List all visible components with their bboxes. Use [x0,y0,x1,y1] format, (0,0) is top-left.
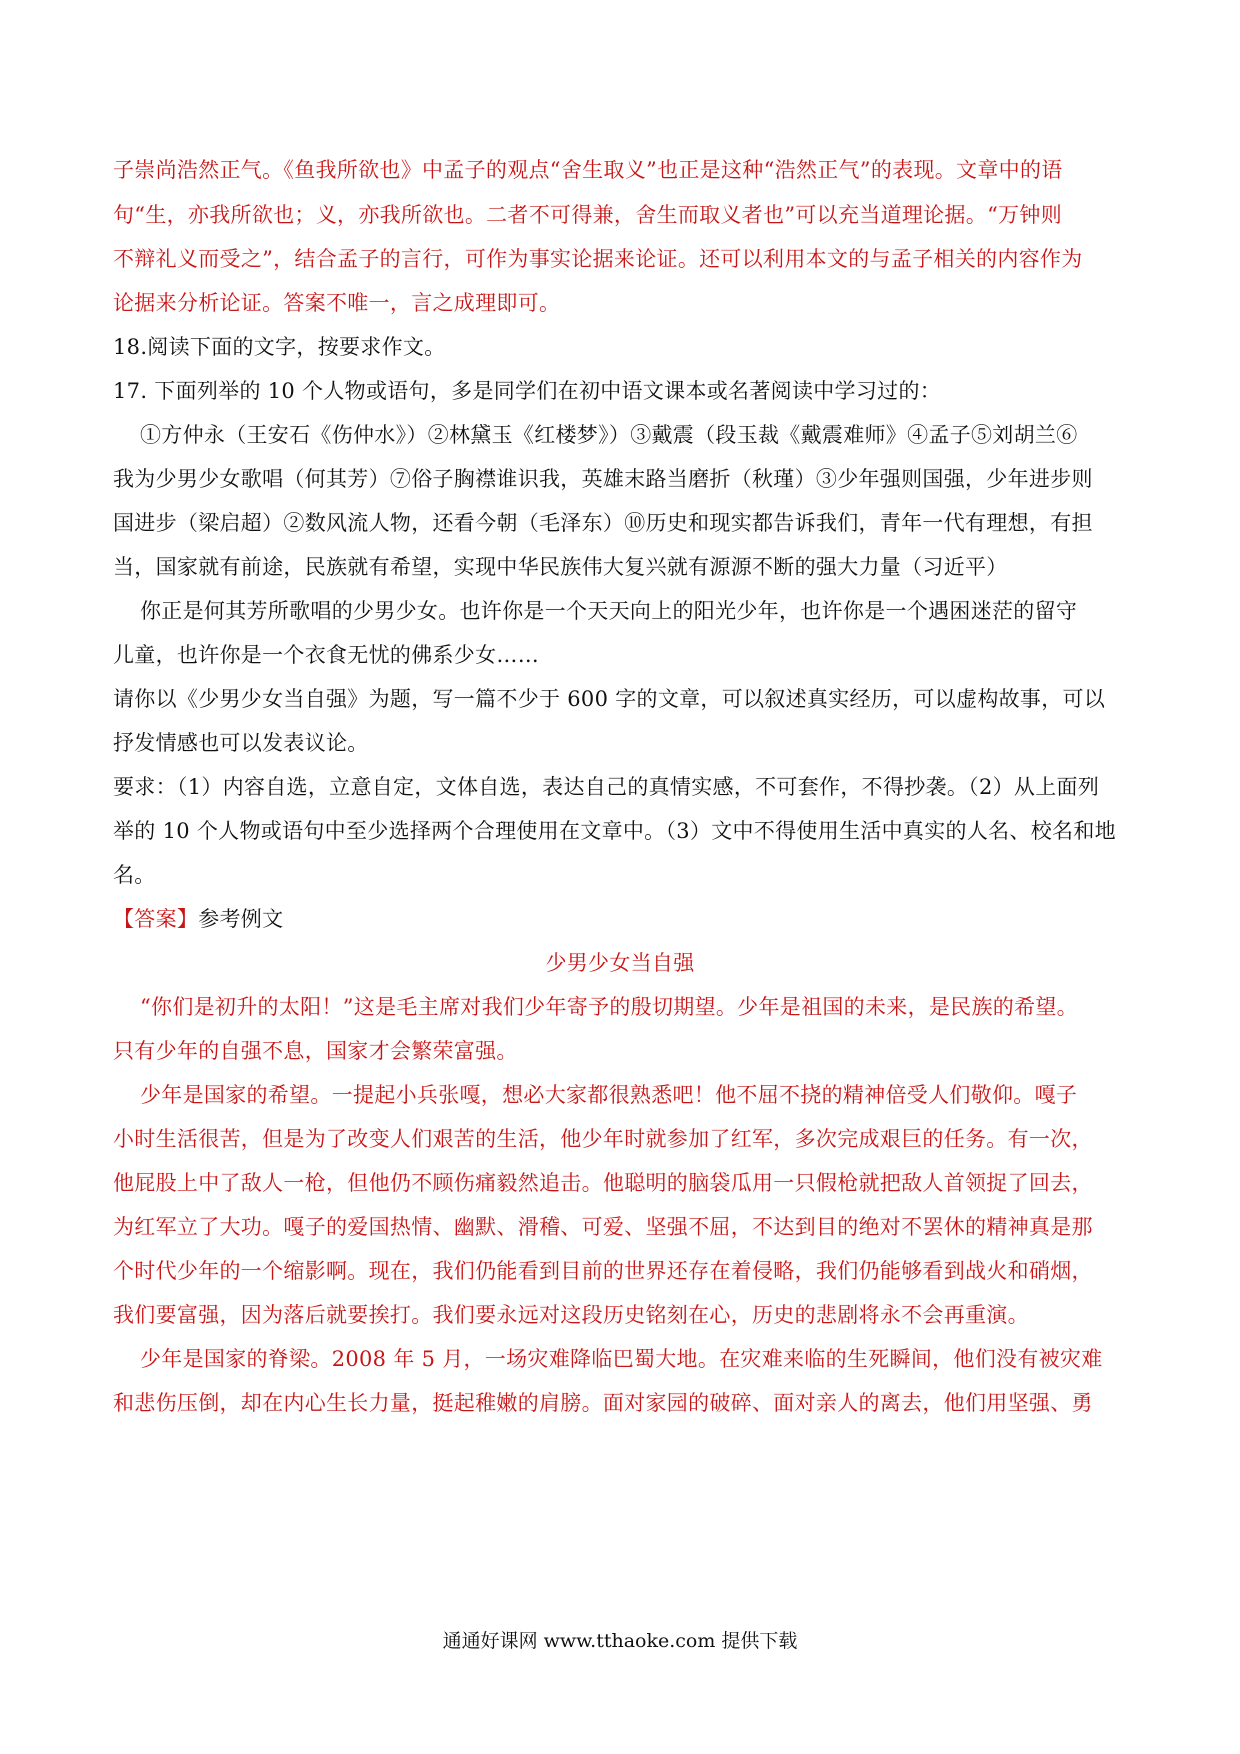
essay-line: 我们要富强，因为落后就要挨打。我们要永远对这段历史铭刻在心，历史的悲剧将永不会再重演。 [113,1303,1029,1327]
essay-line: 他屁股上中了敌人一枪，但他仍不顾伤痛毅然追击。他聪明的脑袋瓜用一只假枪就把敌人首领捉了回去， [113,1171,1093,1195]
text-line: 子崇尚浩然正气。《鱼我所欲也》中孟子的观点“舍生取义”也正是这种“浩然正气”的表现。文章中的语 [113,158,1063,182]
text-line: ①方仲永（王安石《伤仲水》）②林黛玉《红楼梦》）③戴震（段玉裁《戴震难师》④孟子⑤刘胡兰⑥ [140,423,1078,447]
essay-title: 少男少女当自强 [545,951,695,975]
question-17-intro: 17. 下面列举的 10 个人物或语句，多是同学们在初中语文课本或名著阅读中学习过的： [113,379,942,403]
essay-line: 和悲伤压倒，却在内心生长力量，挺起稚嫩的肩膀。面对家园的破碎、面对亲人的离去，他们用坚强、勇 [113,1391,1093,1415]
text-line: 你正是何其芳所歌唱的少男少女。也许你是一个天天向上的阳光少年，也许你是一个遇困迷茫的留守 [140,599,1078,623]
essay-line: “你们是初升的太阳！”这是毛主席对我们少年寄予的殷切期望。少年是祖国的未来，是民族的希望。 [140,995,1078,1019]
text-line: 句“生，亦我所欲也；义，亦我所欲也。二者不可得兼，舍生而取义者也”可以充当道理论据。“万钟则 [113,203,1063,227]
essay-line: 个时代少年的一个缩影啊。现在，我们仍能看到目前的世界还存在着侵略，我们仍能够看到战火和硝烟， [113,1259,1093,1283]
answer-label [113,904,283,934]
essay-line: 为红军立了大功。嘎子的爱国热情、幽默、滑稽、可爱、坚强不屈，不达到目的绝对不罢休的精神真是那 [113,1215,1093,1239]
essay-line: 只有少年的自强不息，国家才会繁荣富强。 [113,1039,518,1063]
text-line: 国进步（梁启超）②数风流人物，还看今朝（毛泽东）⑩历史和现实都告诉我们，青年一代有理想，有担 [113,511,1093,535]
answer-caption: 参考例文 [198,907,284,931]
text-line: 论据来分析论证。答案不唯一，言之成理即可。 [113,291,561,315]
essay-line: 小时生活很苦，但是为了改变人们艰苦的生活，他少年时就参加了红军，多次完成艰巨的任务。有一次， [113,1127,1093,1151]
text-line: 儿童，也许你是一个衣食无忧的佛系少女…… [113,643,539,667]
requirements-line: 要求：（1）内容自选，立意自定，文体自选，表达自己的真情实感，不可套作，不得抄袭。（2）从上面列 [113,775,1100,799]
text-line: 不辩礼义而受之”，结合孟子的言行，可作为事实论据来论证。还可以利用本文的与孟子相关的内容作为 [113,247,1083,271]
essay-line: 少年是国家的脊梁。2008 年 5 月，一场灾难降临巴蜀大地。在灾难来临的生死瞬间，他们没有被灾难 [140,1347,1103,1371]
text-line: 我为少男少女歌唱（何其芳）⑦俗子胸襟谁识我，英雄末路当磨折（秋瑾）③少年强则国强，少年进步则 [113,467,1093,491]
question-18-title: 18.阅读下面的文字，按要求作文。 [113,335,446,359]
requirements-line: 举的 10 个人物或语句中至少选择两个合理使用在文章中。（3）文中不得使用生活中真实的人名、校名和地 [113,819,1116,843]
requirements-line: 名。 [113,863,156,887]
answer-tag: 【答案】 [113,907,199,931]
text-line: 当，国家就有前途，民族就有希望，实现中华民族伟大复兴就有源源不断的强大力量（习近平） [113,555,1008,579]
essay-line: 少年是国家的希望。一提起小兵张嘎，想必大家都很熟悉吧！他不屈不挠的精神倍受人们敬仰。嘎子 [140,1083,1078,1107]
page-footer: 通通好课网 www.tthaoke.com 提供下载 [442,1630,798,1652]
text-line: 抒发情感也可以发表议论。 [113,731,369,755]
text-line: 请你以《少男少女当自强》为题，写一篇不少于 600 字的文章，可以叙述真实经历，可以虚构故事，可以 [113,687,1106,711]
